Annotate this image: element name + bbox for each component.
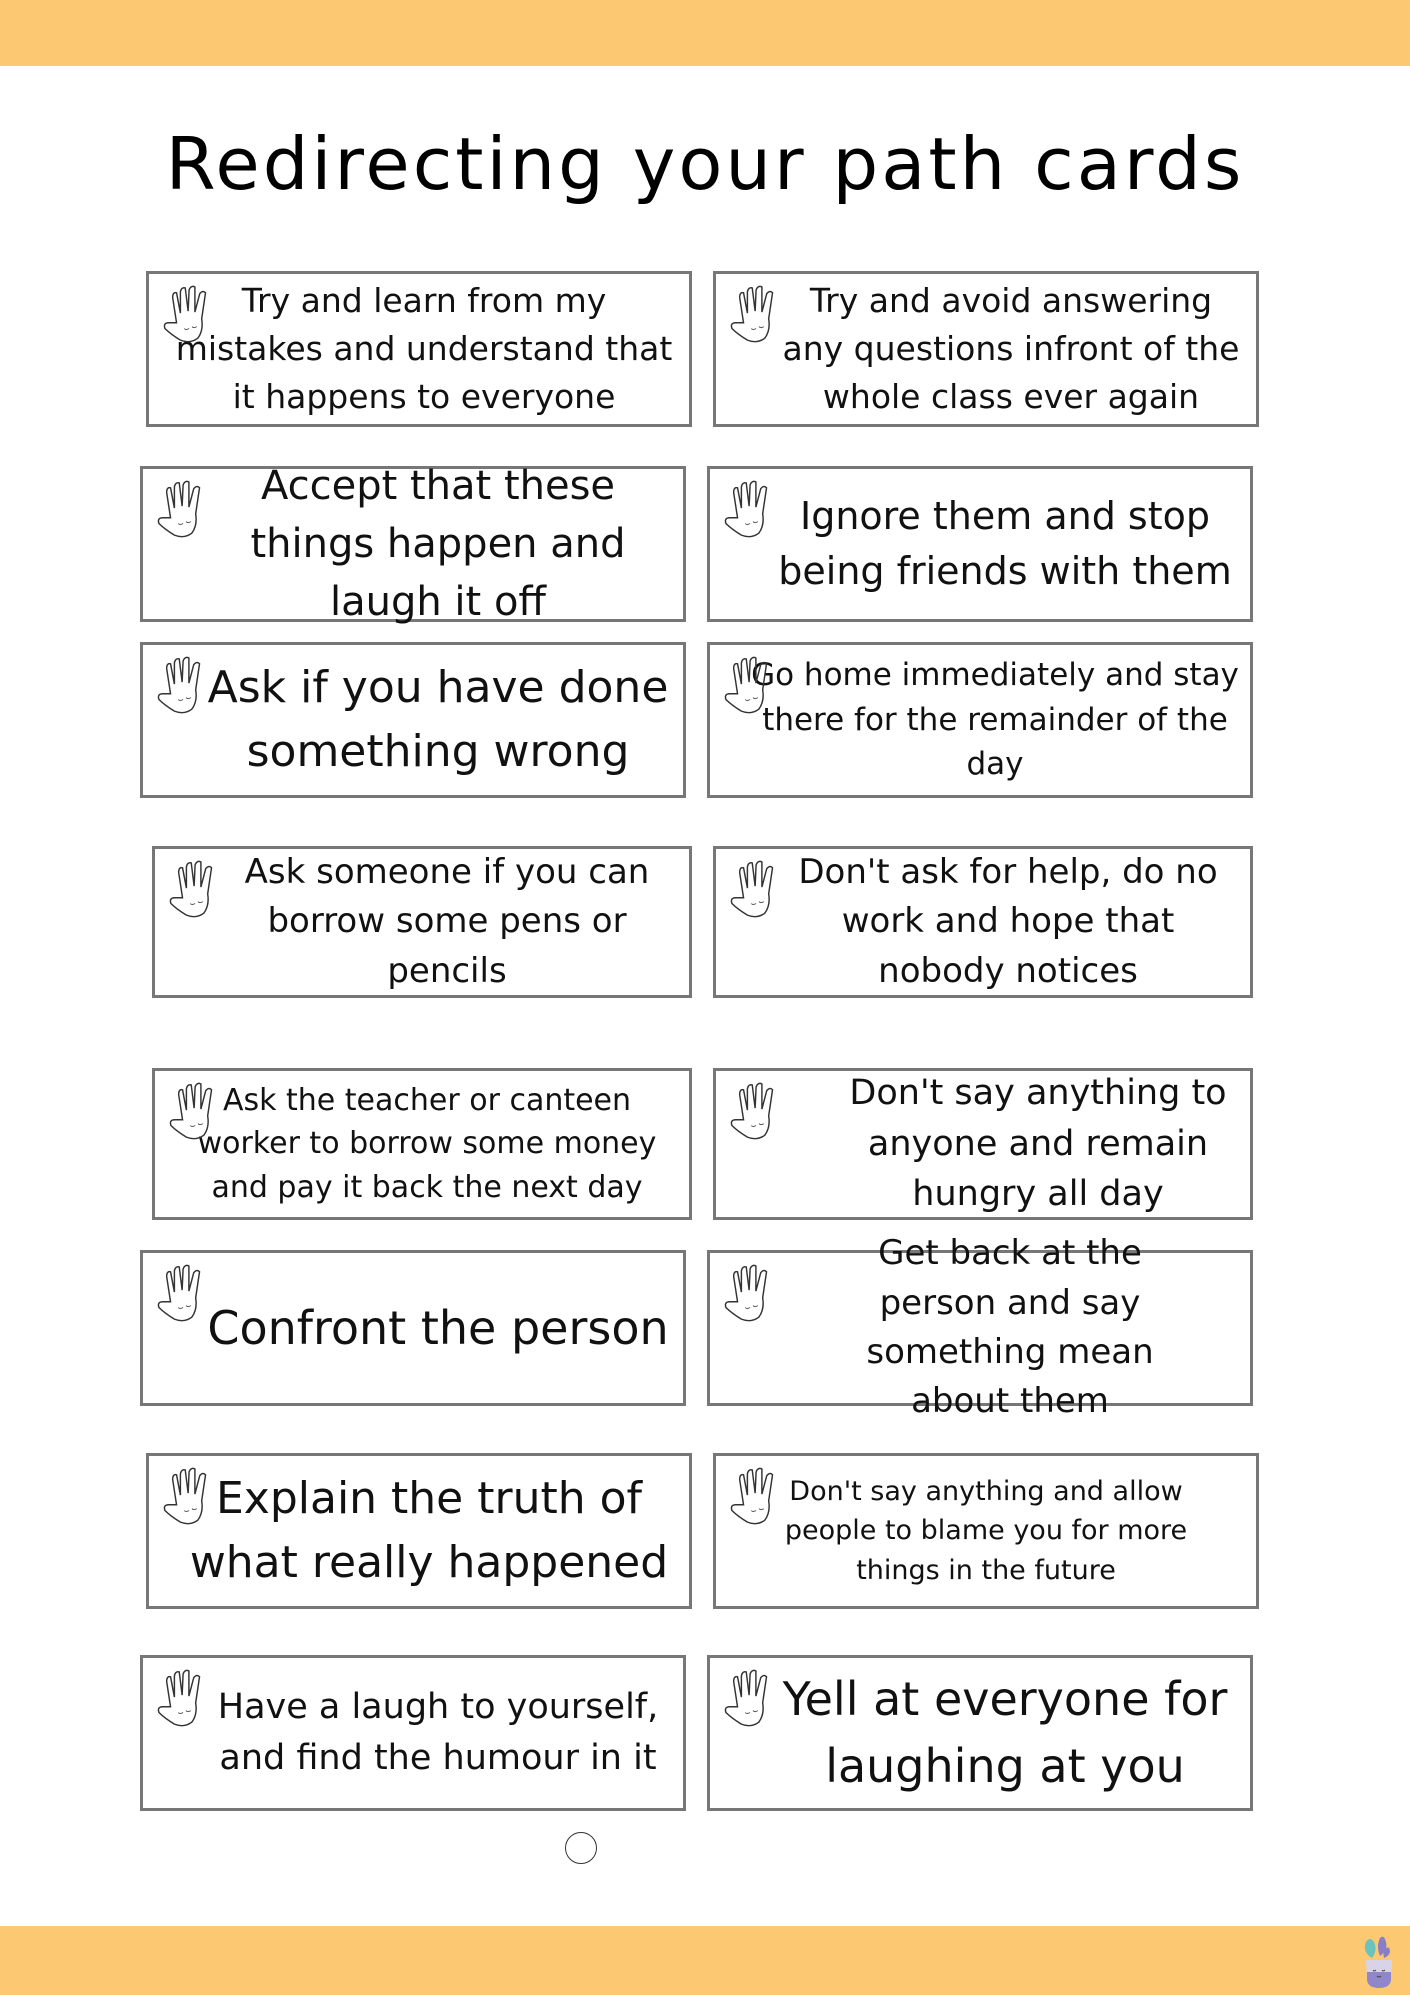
circle-shape-icon	[565, 1832, 597, 1864]
card-text: Yell at everyone for laughing at you	[782, 1672, 1228, 1793]
card-11	[707, 1233, 1253, 1422]
card-text: Ask if you have done something wrong	[207, 662, 669, 777]
card-text: Try and avoid answering any questions infront of the whole class ever again	[782, 281, 1240, 416]
card-14	[140, 1655, 686, 1811]
card-text: Have a laugh to yourself, and find the humour in it	[217, 1687, 659, 1778]
card-text: Ask the teacher or canteen worker to borrow some money and pay it back the next day	[197, 1082, 657, 1205]
card-13	[713, 1453, 1259, 1609]
card-0	[146, 271, 692, 427]
card-text: Explain the truth of what really happened	[189, 1473, 669, 1588]
hand-icon	[163, 284, 221, 346]
card-1	[713, 271, 1259, 427]
card-text: Don't ask for help, do no work and hope that nobody notices	[798, 852, 1218, 991]
hand-icon	[730, 1466, 788, 1528]
card-12	[146, 1453, 692, 1609]
card-text: Ask someone if you can borrow some pens or pencils	[244, 852, 650, 991]
card-text: Confront the person	[207, 1300, 669, 1355]
card-text: Get back at the person and say something mean about them	[866, 1233, 1154, 1422]
card-15	[707, 1655, 1253, 1811]
hand-icon	[724, 655, 782, 717]
hand-icon	[730, 859, 788, 921]
card-5	[707, 642, 1253, 798]
card-3	[707, 466, 1253, 622]
card-text: Don't say anything and allow people to blame you for more things in the future	[784, 1476, 1188, 1586]
card-text: Ignore them and stop being friends with them	[778, 493, 1232, 593]
hand-icon	[730, 1081, 788, 1143]
plant-pot-face-logo	[1358, 1932, 1398, 1990]
card-7	[713, 846, 1253, 998]
hand-icon	[169, 1081, 227, 1143]
card-6	[152, 846, 692, 998]
hand-icon	[724, 479, 782, 541]
card-text: Go home immediately and stay there for the remainder of the day	[751, 656, 1239, 783]
card-9	[713, 1068, 1253, 1220]
hand-icon	[157, 479, 215, 541]
card-8	[152, 1068, 692, 1220]
card-4	[140, 642, 686, 798]
top-accent-band	[0, 0, 1410, 66]
card-text: Don't say anything to anyone and remain hungry all day	[849, 1072, 1227, 1215]
card-text: Accept that these things happen and laugh it off	[250, 463, 626, 625]
bottom-accent-band	[0, 1926, 1410, 1995]
hand-icon	[730, 284, 788, 346]
hand-icon	[157, 1668, 215, 1730]
card-2	[140, 463, 686, 625]
card-10	[140, 1250, 686, 1406]
hand-icon	[157, 655, 215, 717]
hand-icon	[163, 1466, 221, 1528]
hand-icon	[169, 859, 227, 921]
hand-icon	[724, 1263, 782, 1325]
hand-icon	[724, 1668, 782, 1730]
card-text: Try and learn from my mistakes and understand that it happens to everyone	[175, 281, 673, 416]
page-title: Redirecting your path cards	[165, 122, 1245, 206]
hand-icon	[157, 1263, 215, 1325]
